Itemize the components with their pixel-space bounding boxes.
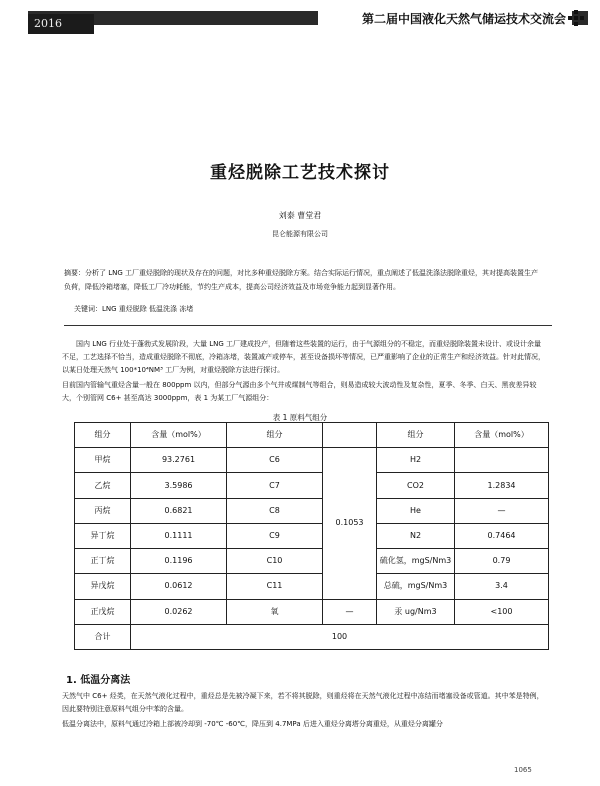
composition-table	[74, 422, 549, 650]
cell: 3.5986	[131, 473, 227, 498]
cell: CO2	[377, 473, 455, 498]
header-cell: 组分	[377, 423, 455, 448]
cell: 3.4	[455, 574, 549, 599]
cell: C7	[227, 473, 323, 498]
cell: 93.2761	[131, 448, 227, 473]
body-paragraph-2: 目前国内管输气重烃含量一般在 800ppm 以内，但部分气源由多个气井或煤制气等组合，则易造成较大波动性及复杂性，夏季、冬季、白天、黑夜差异较大，个别管网 C6+ 甚至高达 3000ppm，表 1 为某工厂气源组分：	[62, 381, 537, 402]
cell: 丙烷	[75, 498, 131, 523]
cell: C10	[227, 549, 323, 574]
page-number: 1065	[514, 766, 532, 774]
divider	[64, 325, 552, 326]
cell: 硫化氢，mgS/Nm3	[377, 549, 455, 574]
cell: H2	[377, 448, 455, 473]
total-value: 100	[131, 624, 549, 649]
header-cell-empty	[323, 423, 377, 448]
cell	[455, 448, 549, 473]
table-row	[75, 599, 549, 624]
cell: —	[323, 599, 377, 624]
table-row	[75, 473, 549, 498]
cell: C8	[227, 498, 323, 523]
header-title: 第二届中国液化天然气储运技术交流会	[318, 8, 572, 30]
cell: 0.0262	[131, 599, 227, 624]
cell: 1.2834	[455, 473, 549, 498]
cell: 氧	[227, 599, 323, 624]
cell: 汞 ug/Nm3	[377, 599, 455, 624]
cell: —	[455, 498, 549, 523]
merged-cell: 0.1053	[323, 448, 377, 599]
cell: 正丁烷	[75, 549, 131, 574]
article-authors: 刘泰 曹堂君	[278, 211, 322, 220]
section-paragraph-2: 低温分离法中，原料气通过冷箱上部被冷却到 -70℃ -60℃，降压到 4.7MPa 后进入重烃分离塔分离重烃，从重烃分离罐分	[62, 720, 443, 728]
table-row	[75, 549, 549, 574]
section-paragraph-1: 天然气中 C6+ 烃类，在天然气液化过程中，重烃总是先被冷凝下来，若不将其脱除，则重烃将在天然气液化过程中冻结而堵塞设备或管道。其中苯是特例，因此要特别注意原料气组分中苯的含量。	[62, 692, 544, 713]
header-cell: 组分	[75, 423, 131, 448]
article-affiliation: 昆仑能源有限公司	[272, 230, 328, 238]
cell: 甲烷	[75, 448, 131, 473]
cell: <100	[455, 599, 549, 624]
cell: C9	[227, 523, 323, 548]
table-row	[75, 498, 549, 523]
table-row	[75, 523, 549, 548]
cell: 乙烷	[75, 473, 131, 498]
cell: 异丁烷	[75, 523, 131, 548]
header-year: 2016	[28, 14, 94, 34]
header-cell: 含量（mol%）	[131, 423, 227, 448]
header-cell: 含量（mol%）	[455, 423, 549, 448]
cell: 正戊烷	[75, 599, 131, 624]
table-total-row	[75, 624, 549, 649]
header-cell: 组分	[227, 423, 323, 448]
running-header	[0, 0, 600, 36]
table-caption: 表 1 原料气组分	[272, 413, 328, 422]
total-label: 合计	[75, 624, 131, 649]
abstract: 摘要：分析了 LNG 工厂重烃脱除的现状及存在的问题，对比多种重烃脱除方案。结合实际运行情况，重点阐述了低温洗涤法脱除重烃，其对提高装置生产负荷，降低冷箱堵塞，降低工厂冷功耗能，节约生产成本，提高公司经济效益及市场竞争能力起到显著作用。	[64, 269, 539, 291]
cell: C6	[227, 448, 323, 473]
cell: 0.1111	[131, 523, 227, 548]
cell: 0.7464	[455, 523, 549, 548]
cell: 0.79	[455, 549, 549, 574]
body-paragraph-1: 国内 LNG 行业处于蓬勃式发展阶段，大量 LNG 工厂建成投产，但随着这些装置的运行，由于气源组分的不稳定，而重烃脱除装置未设计、或设计余量不足，工艺选择不恰当，造成重烃脱除不彻底，冷箱冻堵，装置减产或停车，甚至设备损坏等情况，已严重影响了企业的正常生产和经济效益。针对此情况，以某日处理天然气 100*10⁴NM³ 工厂为例，对重烃脱除方法进行探讨。	[62, 340, 545, 374]
keywords: 关键词：LNG 重烃脱除 低温洗涤 冻堵	[74, 305, 194, 313]
header-ornament	[568, 10, 584, 30]
table-row	[75, 448, 549, 473]
cell: C11	[227, 574, 323, 599]
cell: 总硫，mgS/Nm3	[377, 574, 455, 599]
cell: 0.1196	[131, 549, 227, 574]
cell: 异戊烷	[75, 574, 131, 599]
table-header-row	[75, 423, 549, 448]
cell: 0.0612	[131, 574, 227, 599]
section-heading: 1. 低温分离法	[66, 675, 131, 686]
cell: He	[377, 498, 455, 523]
article-title: 重烃脱除工艺技术探讨	[210, 163, 390, 183]
cell: 0.6821	[131, 498, 227, 523]
table-row	[75, 574, 549, 599]
cell: N2	[377, 523, 455, 548]
